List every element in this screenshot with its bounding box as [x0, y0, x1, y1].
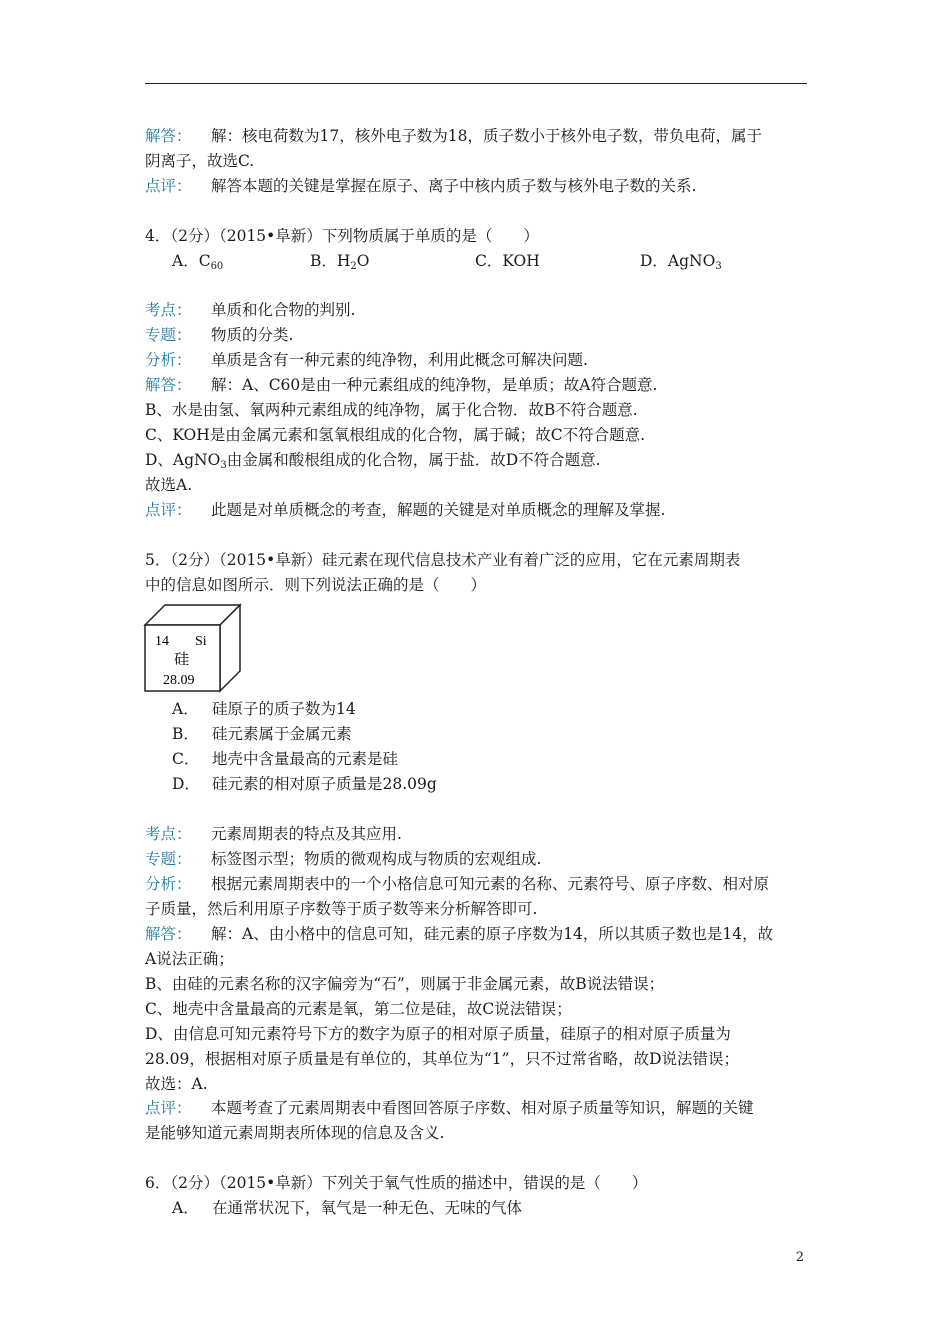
- q5-jieda-line2: A说法正确；: [145, 950, 234, 968]
- q5-option-b: B． 硅元素属于金属元素: [172, 725, 352, 743]
- q4-zhuanti: 专题： 物质的分类.: [145, 326, 294, 344]
- q4-jieda-line2: B、水是由氢、氧两种元素组成的纯净物，属于化合物．故B不符合题意.: [145, 401, 638, 419]
- q5-stem-line2: 中的信息如图所示．则下列说法正确的是（ ）: [145, 576, 487, 594]
- tile-element-name: 硅: [174, 650, 190, 668]
- q5-jieda-line6: 28.09，根据相对原子质量是有单位的，其单位为“1”，只不过常省略，故D说法错误；: [145, 1050, 740, 1068]
- q6-stem: 6．（2分）（2015•阜新）下列关于氧气性质的描述中，错误的是（ ）: [145, 1174, 648, 1192]
- q4-kaodian: 考点： 单质和化合物的判别.: [145, 301, 356, 319]
- tile-atomic-mass: 28.09: [163, 673, 195, 688]
- q6-option-a: A． 在通常状况下，氧气是一种无色、无味的气体: [172, 1199, 523, 1217]
- q4-option-d: D．AgNO$_3$: [640, 252, 722, 272]
- silicon-element-tile: [143, 603, 243, 695]
- q5-jieda-line4: C、地壳中含量最高的元素是氧，第二位是硅，故C说法错误；: [145, 1000, 572, 1018]
- q4-fenxi: 分析： 单质是含有一种元素的纯净物，利用此概念可解决问题.: [145, 351, 588, 369]
- q5-option-d: D． 硅元素的相对原子质量是28.09g: [172, 775, 437, 793]
- q4-jieda-line4: D、AgNO$_3$由金属和酸根组成的化合物，属于盐．故D不符合题意.: [145, 451, 601, 471]
- tile-symbol: Si: [195, 634, 207, 649]
- tile-atomic-number: 14: [155, 634, 169, 649]
- q4-jieda-line5: 故选A.: [145, 476, 193, 494]
- q5-jieda-line7: 故选：A.: [145, 1075, 208, 1093]
- q5-zhuanti: 专题： 标签图示型；物质的微观构成与物质的宏观组成.: [145, 850, 542, 868]
- q4-jieda-line1: 解答： 解：A、C60是由一种元素组成的纯净物，是单质；故A符合题意.: [145, 376, 658, 394]
- q5-dianping-line2: 是能够知道元素周期表所体现的信息及含义.: [145, 1124, 445, 1142]
- q5-stem-line1: 5．（2分）（2015•阜新）硅元素在现代信息技术产业有着广泛的应用，它在元素周期表: [145, 551, 741, 569]
- q4-dianping: 点评： 此题是对单质概念的考查，解题的关键是对单质概念的理解及掌握.: [145, 501, 666, 519]
- q5-option-a: A． 硅原子的质子数为14: [172, 700, 356, 718]
- q4-option-b: B．$H_2O$: [310, 252, 370, 272]
- q4-stem: 4．（2分）（2015•阜新）下列物质属于单质的是（ ）: [145, 227, 539, 245]
- page-number: 2: [795, 1250, 804, 1265]
- q5-fenxi-line1: 分析： 根据元素周期表中的一个小格信息可知元素的名称、元素符号、原子序数、相对原: [145, 875, 770, 893]
- q5-jieda-line3: B、由硅的元素名称的汉字偏旁为“石”，则属于非金属元素，故B说法错误；: [145, 975, 665, 993]
- header-rule: [145, 83, 807, 84]
- q5-option-c: C． 地壳中含量最高的元素是硅: [172, 750, 399, 768]
- q3-answer-line2: 阴离子，故选C.: [145, 152, 255, 170]
- q5-dianping-line1: 点评： 本题考查了元素周期表中看图回答原子序数、相对原子质量等知识，解题的关键: [145, 1099, 754, 1117]
- q5-fenxi-line2: 子质量，然后利用原子序数等于质子数等来分析解答即可.: [145, 900, 538, 918]
- q3-answer-line1: 解答： 解：核电荷数为17，核外电子数为18，质子数小于核外电子数，带负电荷，属于: [145, 127, 762, 145]
- q5-jieda-line5: D、由信息可知元素符号下方的数字为原子的相对原子质量，硅原子的相对原子质量为: [145, 1025, 731, 1043]
- q3-comment: 点评： 解答本题的关键是掌握在原子、离子中核内质子数与核外电子数的关系.: [145, 177, 697, 195]
- q4-option-a: A．$C_{60}$: [172, 252, 224, 272]
- q4-jieda-line3: C、KOH是由金属元素和氢氧根组成的化合物，属于碱；故C不符合题意.: [145, 426, 646, 444]
- q4-option-c: C．KOH: [475, 252, 540, 270]
- q5-jieda-line1: 解答： 解：A、由小格中的信息可知，硅元素的原子序数为14，所以其质子数也是14，故: [145, 925, 774, 943]
- q5-kaodian: 考点： 元素周期表的特点及其应用.: [145, 825, 402, 843]
